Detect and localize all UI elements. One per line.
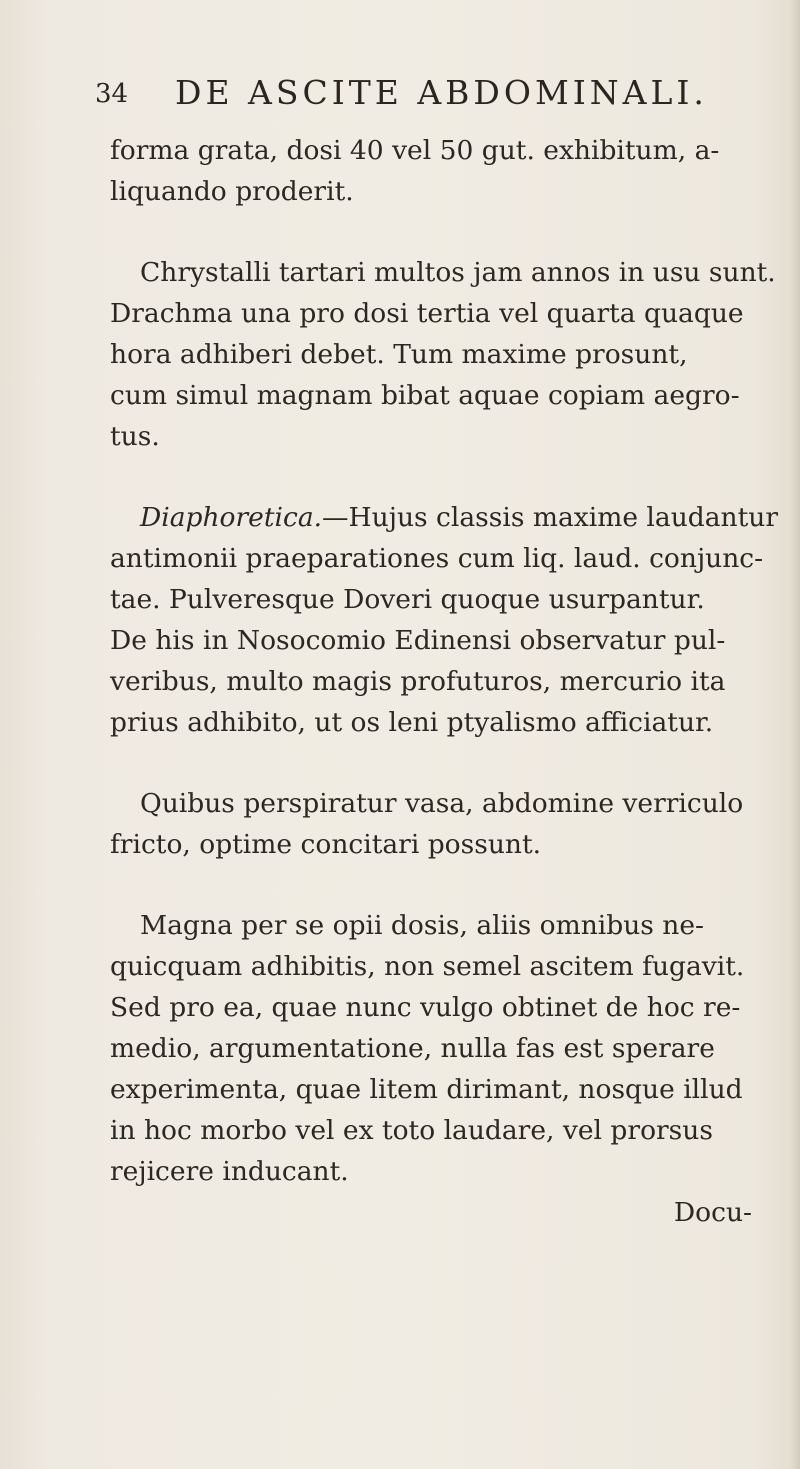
paragraph-chrystalli — [110, 252, 790, 457]
paragraph-opium — [110, 905, 790, 1233]
paragraph-diaphoretica — [110, 497, 790, 743]
text-line: forma grata, dosi 40 vel 50 gut. exhibitum, a- — [110, 135, 720, 166]
paragraph-dosage — [110, 130, 790, 212]
text-line: cum simul magnam bibat aquae copiam aegro- — [110, 380, 740, 411]
paragraph-perspiratur — [110, 783, 790, 865]
text-line: veribus, multo magis profuturos, mercurio ita — [110, 666, 726, 697]
text-line: De his in Nosocomio Edinensi observatur pul- — [110, 625, 726, 656]
text-line — [110, 497, 790, 538]
text-line: in hoc morbo vel ex toto laudare, vel prorsus — [110, 1115, 713, 1146]
text-line: Sed pro ea, quae nunc vulgo obtinet de hoc re- — [110, 992, 741, 1023]
body-text — [110, 130, 790, 1233]
page-number: 34 — [95, 79, 129, 109]
text-line: fricto, optime concitari possunt. — [110, 829, 542, 860]
text-line: Quibus perspiratur vasa, abdomine verriculo — [140, 788, 744, 819]
text-line: tae. Pulveresque Doveri quoque usurpantur. — [110, 584, 705, 615]
text-line: Drachma una pro dosi tertia vel quarta quaque — [110, 298, 744, 329]
text-line: tus. — [110, 421, 160, 452]
text-line: hora adhiberi debet. Tum maxime prosunt, — [110, 339, 688, 370]
text-run: —Hujus classis maxime laudantur — [322, 502, 778, 533]
text-line: medio, argumentatione, nulla fas est sperare — [110, 1033, 715, 1064]
text-line: antimonii praeparationes cum liq. laud. conjunc- — [110, 543, 764, 574]
section-heading: Diaphoretica. — [140, 502, 323, 533]
text-line: liquando proderit. — [110, 176, 354, 207]
text-line: prius adhibito, ut os leni ptyalismo afficiatur. — [110, 707, 714, 738]
text-line: Magna per se opii dosis, aliis omnibus ne- — [140, 910, 704, 941]
text-line: rejicere inducant. — [110, 1156, 349, 1187]
page-edge-shadow — [790, 0, 800, 1469]
catchword: Docu- — [673, 1197, 752, 1228]
running-title: DE ASCITE ABDOMINALI. — [175, 73, 708, 112]
page-header — [95, 73, 775, 117]
text-line: quicquam adhibitis, non semel ascitem fugavit. — [110, 951, 745, 982]
text-line: experimenta, quae litem dirimant, nosque illud — [110, 1074, 743, 1105]
text-line: Chrystalli tartari multos jam annos in usu sunt. — [140, 257, 776, 288]
